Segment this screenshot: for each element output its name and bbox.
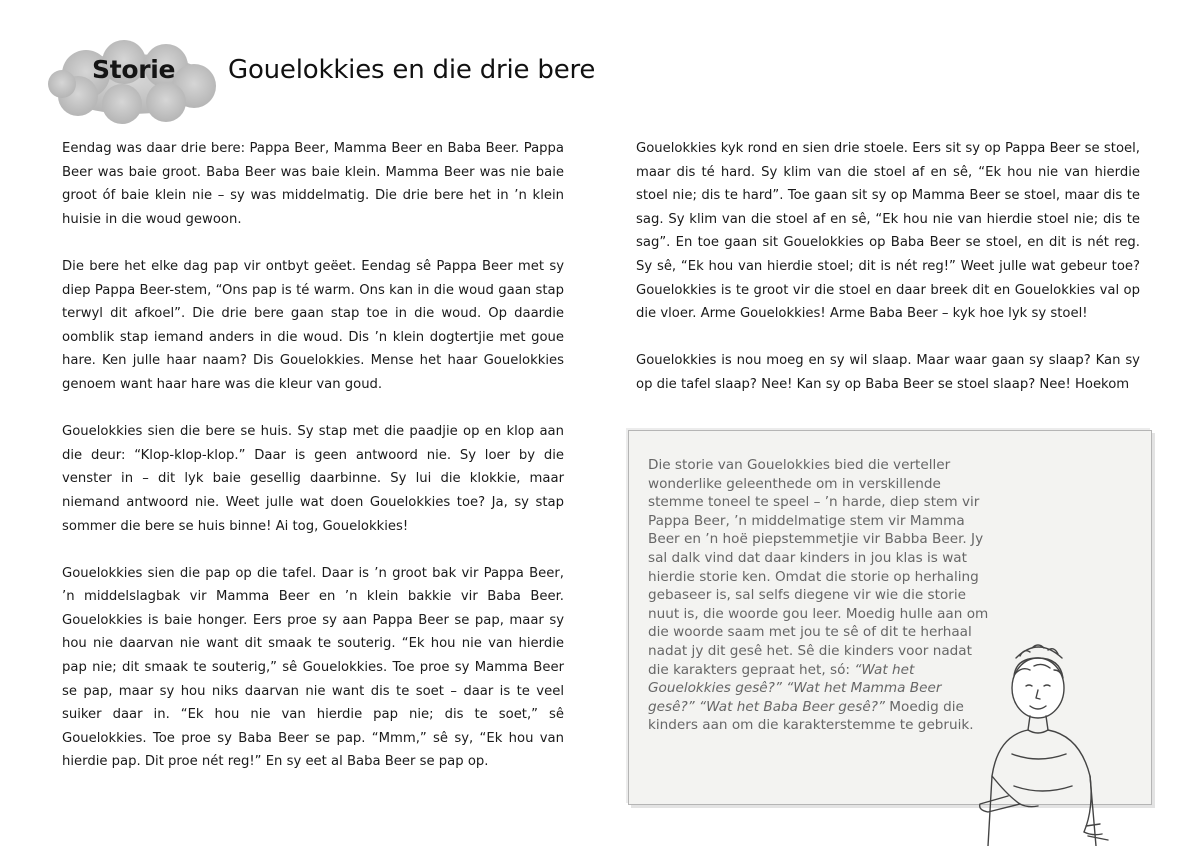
story-paragraph: Gouelokkies is nou moeg en sy wil slaap. Maar waar gaan sy slaap? Kan sy op die tafel slaap? Nee! Kan sy op Baba Beer se stoel slaap? Nee! Hoekom — [636, 353, 1140, 392]
story-badge-label: Storie — [92, 55, 176, 84]
teacher-note-text — [648, 456, 990, 735]
note-quote: “Wat het Gouelokkies gesê?” — [648, 661, 915, 697]
teacher-illustration — [968, 636, 1118, 846]
story-paragraph: Gouelokkies kyk rond en sien drie stoele. Eers sit sy op Pappa Beer se stoel, maar dis té hard. Sy klim van die stoel af en sê, “Ek hou nie van hierdie stoel nie; dis te hard”. Toe gaan sit sy op Mamma Beer se stoel, maar dis te sag. Sy klim van die stoel af en sê, “Ek hou nie van hierdie stoel nie; dis te sag”. En toe gaan sit Gouelokkies op Baba Beer se stoel, en dit is nét reg. Sy sê, “Ek hou van hierdie stoel; dit is nét reg!” Weet julle wat gebeur toe? Gouelokkies is te groot vir die stoel en daar breek dit en Gouelokkies val op die vloer. Arme Gouelokkies! Arme Baba Beer – kyk hoe lyk sy stoel! — [636, 141, 1140, 322]
note-quote: “Wat het Baba Beer gesê?” — [699, 698, 885, 715]
story-paragraph: Eendag was daar drie bere: Pappa Beer, Mamma Beer en Baba Beer. Pappa Beer was baie groot. Baba Beer was baie klein. Mamma Beer was nie baie groot óf baie klein nie – sy was middelmatig. Die drie bere het in ’n klein huisie in die woud gewoon. — [62, 141, 564, 227]
note-outro: Moedig die kinders aan om die karakterstemme te gebruik. — [648, 698, 974, 734]
story-column-right — [636, 137, 1140, 420]
page-title: Gouelokkies en die drie bere — [228, 55, 596, 85]
note-quote: “Wat het Mamma Beer gesê?” — [648, 680, 942, 715]
story-paragraph: Die bere het elke dag pap vir ontbyt geëet. Eendag sê Pappa Beer met sy diep Pappa Beer-stem, “Ons pap is té warm. Ons kan in die woud gaan stap terwyl dit afkoel”. Die drie bere gaan stap toe in die woud. Op daardie oomblik stap iemand anders in die woud. Dis ’n klein dogtertjie met goue hare. Ken julle haar naam? Dis Gouelokkies. Mense het haar Gouelokkies genoem want haar hare was die kleur van goud. — [62, 258, 564, 392]
story-column-left — [62, 137, 564, 798]
story-paragraph: Gouelokkies sien die bere se huis. Sy stap met die paadjie op en klop aan die deur: “Klop-klop-klop.” Daar is geen antwoord nie. Sy loer by die venster in – dit lyk baie gesellig daarbinne. Sy lui die klokkie, maar niemand antwoord nie. Weet julle wat doen Gouelokkies toe? Ja, sy stap sommer die bere se huis binne! Ai tog, Gouelokkies! — [62, 424, 564, 534]
note-intro: Die storie van Gouelokkies bied die verteller wonderlike geleenthede om in verskillende stemme toneel te speel – ’n harde, diep stem vir Pappa Beer, ’n middelmatige stem vir Mamma Beer en ’n hoë piepstemmetjie vir Babba Beer. Jy sal dalk vind dat daar kinders in jou klas is wat hierdie storie ken. Omdat die storie op herhaling gebaseer is, sal selfs diegene vir wie die storie nuut is, die woorde gou leer. Moedig hulle aan om die woorde saam met jou te sê of dit te herhaal nadat jy dit gesê het. Sê die kinders voor nadat die karakters gepraat het, só: — [648, 457, 989, 678]
story-paragraph: Gouelokkies sien die pap op die tafel. Daar is ’n groot bak vir Pappa Beer, ’n middelslagbak vir Mamma Beer en ’n klein bakkie vir Baba Beer. Gouelokkies is baie honger. Eers proe sy aan Pappa Beer se pap, maar sy hou nie daarvan nie want dit smaak te souterig. “Ek hou nie van hierdie pap nie; dit smaak te souterig,” sê Gouelokkies. Toe proe sy Mamma Beer se pap, maar sy hou niks daarvan nie want dis te soet – daar is te veel suiker daar in. “Ek hou nie van hierdie pap nie; dis te soet,” sê Gouelokkies. Toe proe sy Baba Beer se pap. “Mmm,” sê sy, “Ek hou van hierdie pap. Dit proe nét reg!” En sy eet al Baba Beer se pap op. — [62, 565, 564, 770]
